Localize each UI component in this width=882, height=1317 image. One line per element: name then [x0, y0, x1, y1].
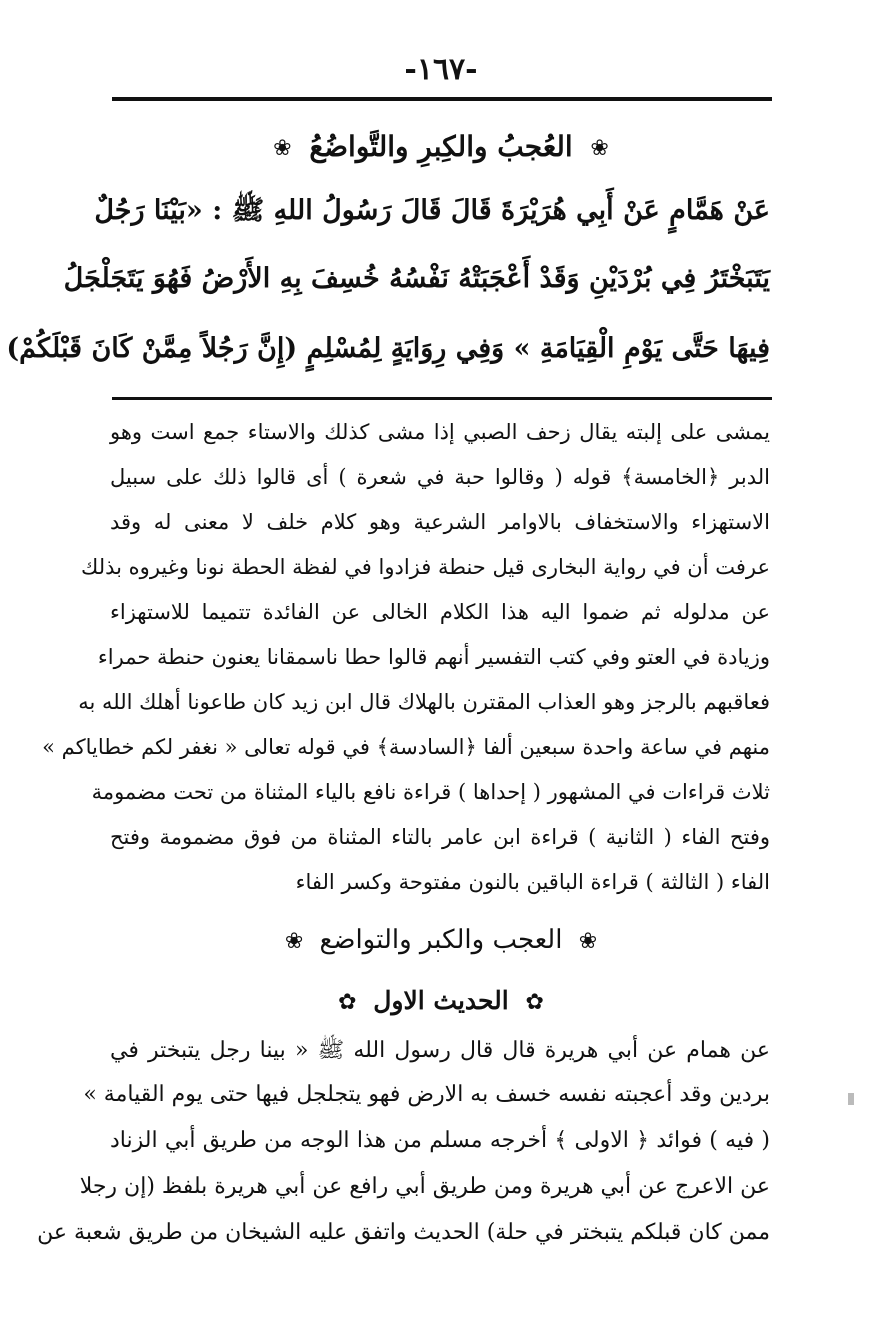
body-line: عن الاعرج عن أبي هريرة ومن طريق أبي رافع عن أبي هريرة بلفظ (إن رجلا — [79, 1174, 770, 1199]
hadith-line: يَتَبَخْتَرُ فِي بُرْدَيْنِ وَقَدْ أَعْجَبَتْهُ نَفْسُهُ خُسِفَ بِهِ الأَرْضُ فَهُوَ يَتَجَلْجَلُ — [63, 263, 770, 294]
commentary-line: وفتح الفاء ( الثانية ) قراءة ابن عامر بالتاء المثناة من فوق مضمومة وفتح — [110, 825, 770, 849]
body-line: ( فيه ) فوائد ﴿ الاولى ﴾ أخرجه مسلم من هذا الوجه من طريق أبي الزناد — [110, 1128, 770, 1153]
ornament-icon: ❀ — [284, 928, 304, 954]
margin-mark — [848, 1093, 854, 1105]
chapter-heading-text: العُجبُ والكِبرِ والتَّواضُعُ — [309, 130, 573, 163]
commentary-line: فعاقبهم بالرجز وهو العذاب المقترن بالهلاك قال ابن زيد كان طاعونا أهلك الله به — [78, 690, 770, 714]
commentary-line: يمشى على إلبته يقال زحف الصبي إذا مشى كذلك والاستاء جمع است وهو — [110, 420, 770, 444]
commentary-line: الاستهزاء والاستخفاف بالاوامر الشرعية وهو كلام خلف لا معنى له وقد — [110, 510, 770, 534]
hadith-line: عَنْ هَمَّامٍ عَنْ أَبِي هُرَيْرَةَ قَالَ قَالَ رَسُولُ اللهِ ﷺ : «بَيْنَا رَجُلٌ — [94, 195, 770, 226]
commentary-line: الدبر ﴿الخامسة﴾ قوله ( وقالوا حبة في شعرة ) أى قالوا ذلك على سبيل — [110, 465, 770, 489]
divider-rule — [112, 397, 772, 400]
subsection-heading-text: الحديث الاول — [373, 986, 509, 1015]
commentary-line: الفاء ( الثالثة ) قراءة الباقين بالنون مفتوحة وكسر الفاء — [295, 870, 770, 894]
hadith-line: فِيهَا حَتَّى يَوْمِ الْقِيَامَةِ » وَفِي رِوَايَةٍ لِمُسْلِمٍ (إِنَّ رَجُلاً مِمَّنْ كَانَ قَبْلَكُمْ) — [6, 333, 770, 364]
commentary-line: عن مدلوله ثم ضموا اليه هذا الكلام الخالى عن الفائدة تتميما للاستهزاء — [110, 600, 770, 624]
subsection-heading — [0, 986, 882, 1015]
commentary-line: منهم في ساعة واحدة سبعين ألفا ﴿السادسة﴾ في قوله تعالى « نغفر لكم خطاياكم » — [42, 735, 770, 759]
ornament-icon: ❀ — [590, 136, 609, 161]
ornament-icon: ❀ — [273, 136, 292, 161]
ornament-icon: ❀ — [578, 928, 598, 954]
ornament-icon: ✿ — [338, 990, 357, 1015]
body-line: بردين وقد أعجبته نفسه خسف به الارض فهو يتجلجل فيها حتى يوم القيامة » — [83, 1082, 770, 1107]
page-number: -١٦٧- — [404, 52, 478, 87]
commentary-line: عرفت أن في رواية البخارى قيل حنطة فزادوا في لفظة الحطة نونا وغيروه بذلك — [81, 555, 770, 579]
ornament-icon: ✿ — [525, 990, 544, 1015]
section-heading-text: العجب والكبر والتواضع — [319, 925, 563, 955]
chapter-heading — [0, 130, 882, 163]
body-line: ممن كان قبلكم يتبختر في حلة) الحديث واتفق عليه الشيخان من طريق شعبة عن — [37, 1220, 770, 1245]
commentary-line: ثلاث قراءات في المشهور ( إحداها ) قراءة نافع بالياء المثناة من تحت مضمومة — [91, 780, 770, 804]
body-line: عن همام عن أبي هريرة قال قال رسول الله ﷺ « بينا رجل يتبختر في — [110, 1038, 770, 1063]
section-heading — [0, 925, 882, 955]
commentary-line: وزيادة في العتو وفي كتب التفسير أنهم قالوا حطا ناسمقانا يعنون حنطة حمراء — [97, 645, 770, 669]
top-rule — [112, 97, 772, 101]
